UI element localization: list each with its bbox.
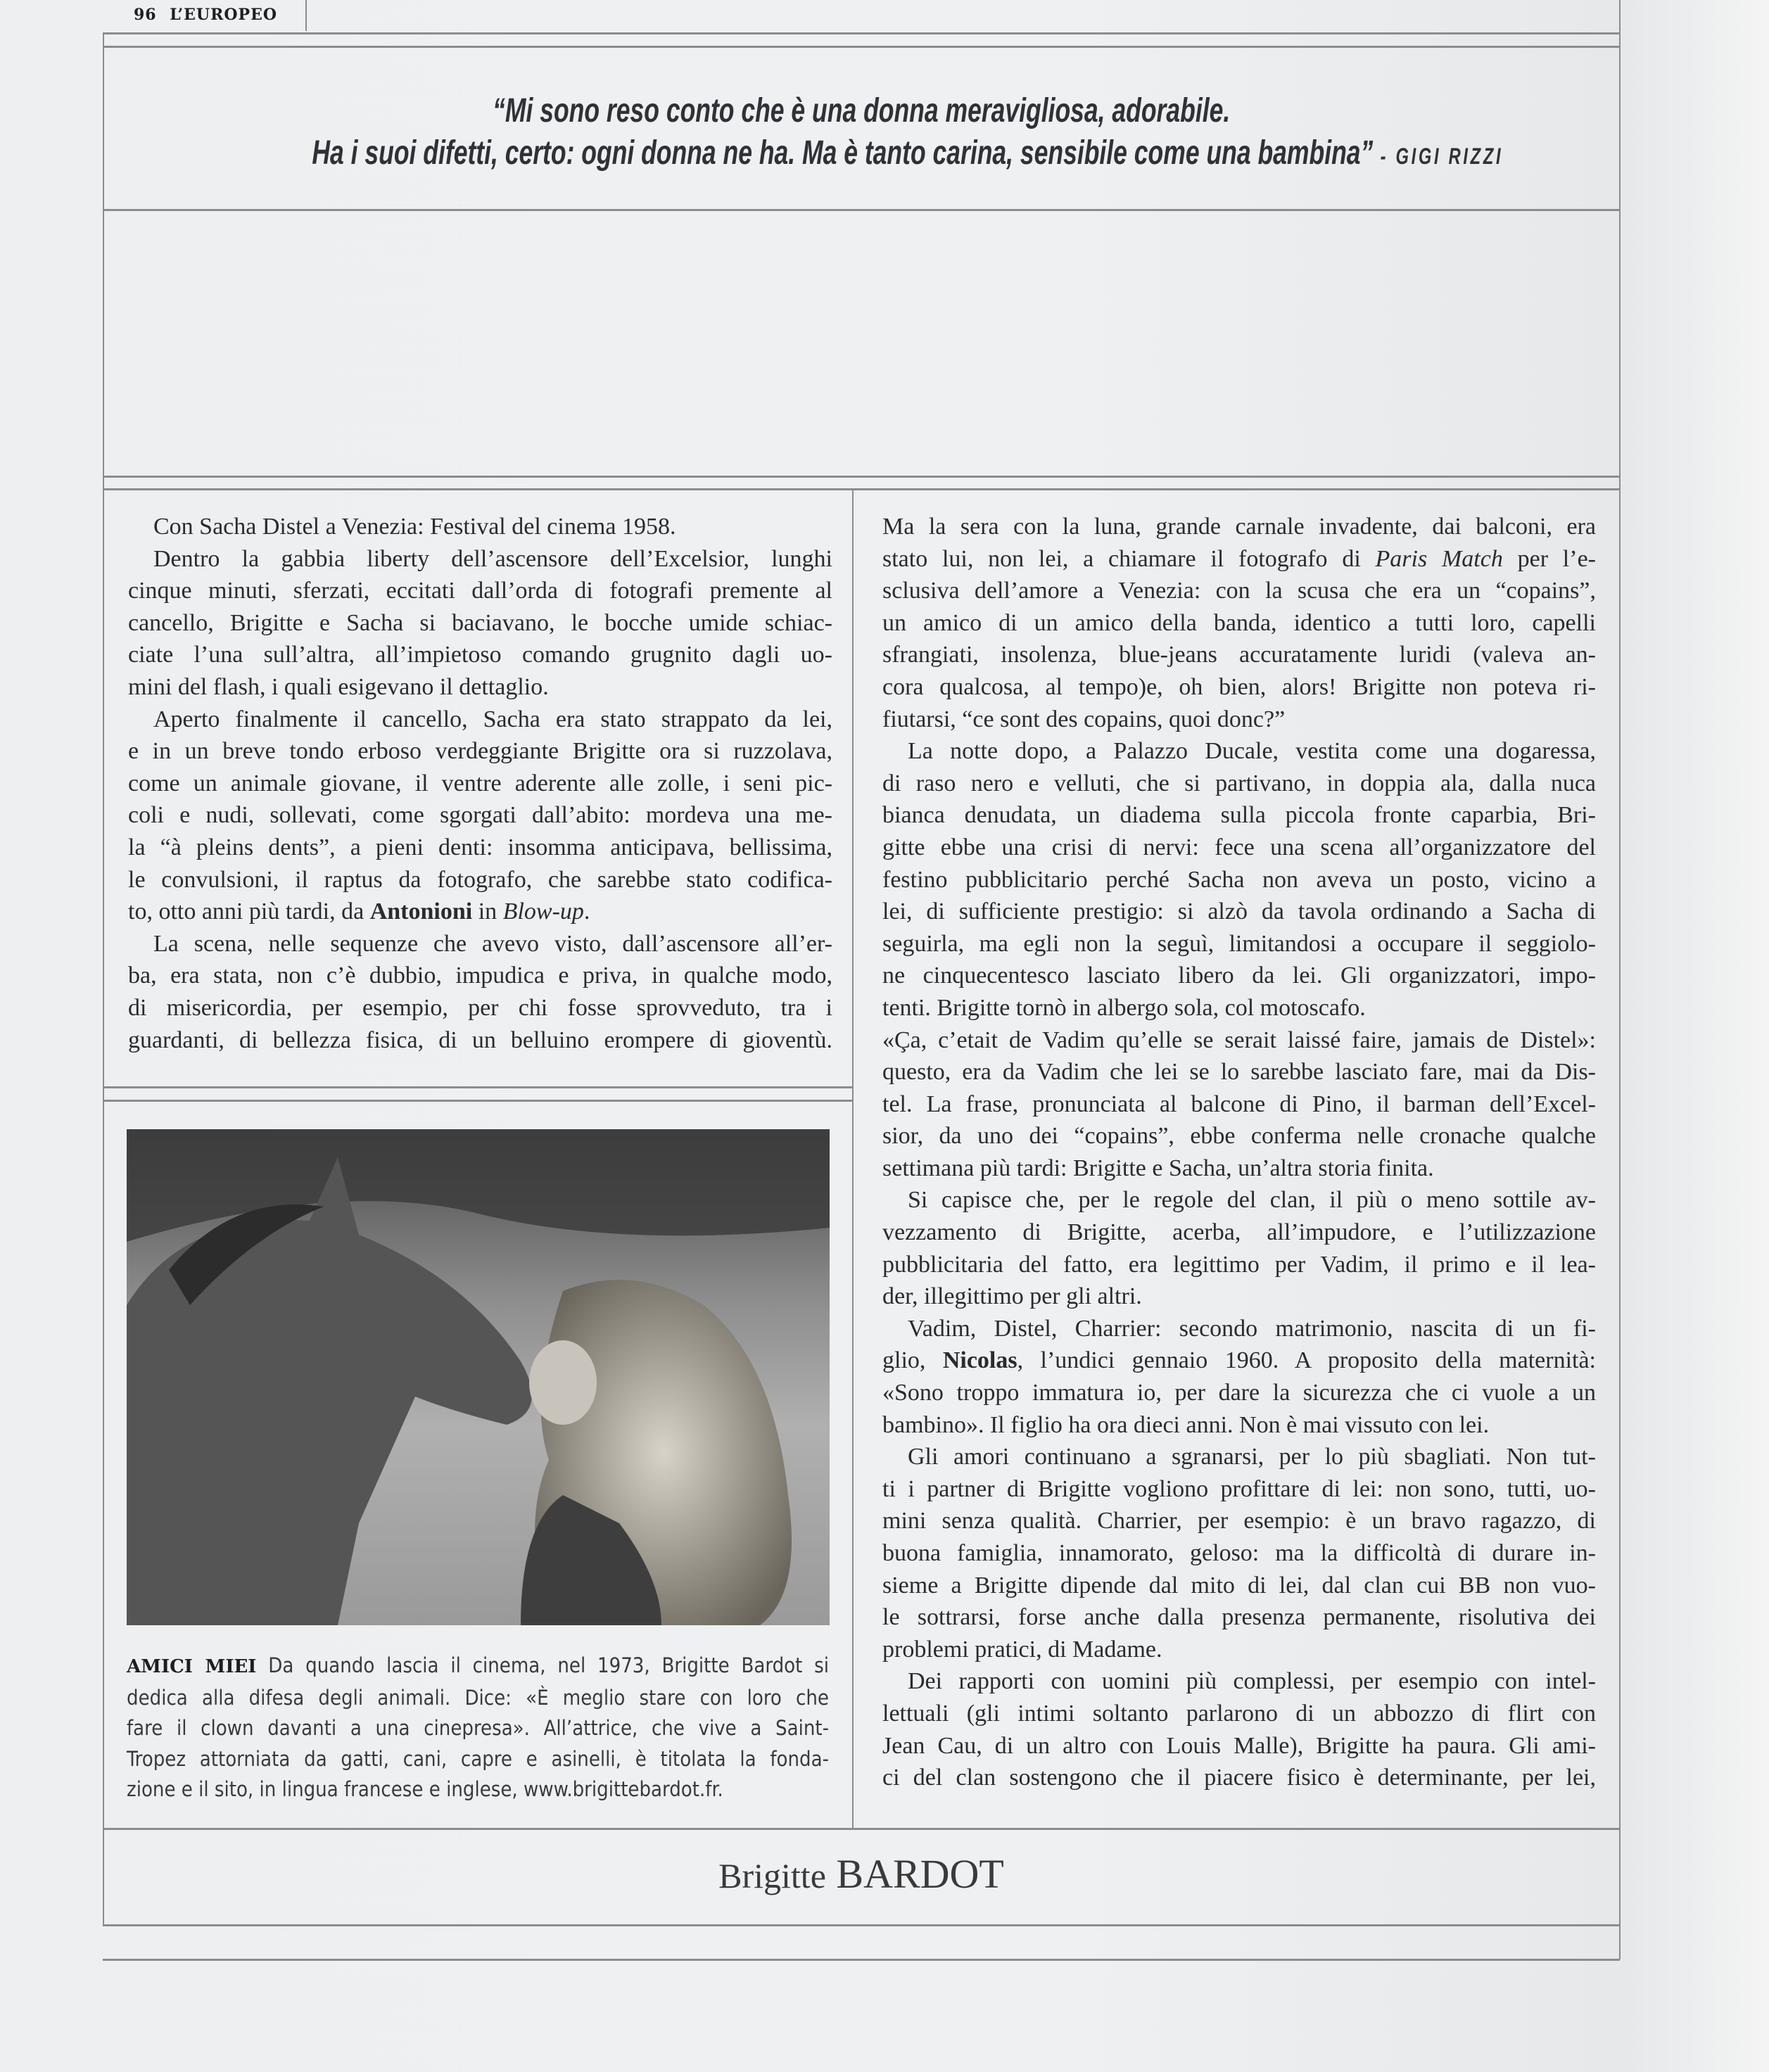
text-line: sieme a Brigitte dipende dal mito di lei, dal clan cui BB non vuo- — [882, 1572, 1596, 1599]
text-line: un amico di un amico della banda, identico a tutti loro, capelli — [882, 609, 1596, 636]
text-line: glio, Nicolas, l’undici gennaio 1960. A proposito della maternità: — [882, 1347, 1596, 1374]
frame-left — [103, 32, 104, 1925]
text-line: come un animale giovane, il ventre aderente alle zolle, i seni pic- — [128, 770, 832, 796]
frame-right — [1619, 0, 1621, 1959]
text-line: lei, di sufficiente prestigio: si alzò da tavola ordinando a Sacha di — [882, 898, 1596, 925]
text-line: Aperto finalmente il cancello, Sacha era stato strappato da lei, — [153, 706, 832, 732]
text-line: la “à pleins dents”, a pieni denti: insomma anticipava, bellissima, — [128, 834, 832, 860]
caption-line: Tropez attorniata da gatti, cani, capre e asinelli, è titolata la fonda- — [127, 1746, 829, 1771]
text-line: questo, era da Vadim che lei se lo sarebbe lasciato fare, mai da Dis- — [882, 1059, 1596, 1086]
quote-text: “Mi sono reso conto che è una donna meravigliosa, adorabile. — [492, 92, 1231, 129]
text-line: bambino». Il figlio ha ora dieci anni. Non è mai vissuto con lei. — [882, 1411, 1490, 1438]
text-line: festino pubblicitario perché Sacha non aveva un posto, vicino a — [882, 866, 1596, 893]
photo-image — [127, 1129, 830, 1625]
column-divider — [852, 489, 854, 1829]
text-line: cancello, Brigitte e Sacha si baciavano, le bocche umide schiac- — [128, 609, 832, 636]
text-line: vezzamento di Brigitte, acerba, all’impudore, e l’utilizzazione — [882, 1219, 1596, 1246]
rule — [103, 1959, 1620, 1961]
bold-name: Nicolas — [942, 1347, 1017, 1374]
photo-caption — [127, 1651, 829, 1805]
quote-author: - GIGI RIZZI — [1380, 144, 1504, 169]
rule — [103, 488, 1620, 490]
caption-line: zione e il sito, in lingua francese e inglese, www.brigittebardot.fr. — [127, 1777, 723, 1801]
rule — [103, 1924, 1620, 1926]
text-line: gitte ebbe una crisi di nervi: fece una scena all’organizzatore del — [882, 834, 1596, 860]
text-line: coli e nudi, sollevati, come sgorgati dall’abito: mordeva una me- — [128, 802, 832, 829]
paragraph — [882, 1441, 1596, 1665]
text-line: mini del flash, i quali esigevano il dettaglio. — [128, 673, 549, 700]
text-line: sclusiva dell’amore a Venezia: con la scusa che era un “copains”, — [882, 578, 1596, 604]
text-line: «Ça, c’etait de Vadim qu’elle se serait laissé faire, jamais de Distel»: — [882, 1027, 1596, 1053]
pull-quote-line-1 — [103, 91, 1620, 130]
rule — [103, 1828, 1620, 1830]
text-line: Con Sacha Distel a Venezia: Festival del cinema 1958. — [153, 514, 676, 540]
rule — [103, 1086, 852, 1088]
text-line: lettuali (gli intimi soltanto parlarono di un abbozzo di flirt con — [882, 1700, 1596, 1727]
caption-lead: AMICI MIEI — [127, 1656, 257, 1677]
text-line: La scena, nelle sequenze che avevo visto, dall’ascensore all’er- — [153, 930, 832, 957]
text-line: di misericordia, per esempio, per chi fosse sprovveduto, tra i — [128, 994, 832, 1021]
text-line: to, otto anni più tardi, da Antonioni in Blow-up. — [128, 898, 590, 925]
caption-line: AMICI MIEI Da quando lascia il cinema, nel 1973, Brigitte Bardot si — [127, 1653, 829, 1677]
text-line: Vadim, Distel, Charrier: secondo matrimonio, nascita di un fi- — [908, 1315, 1596, 1342]
caption-line: fare il clown davanti a una cinepresa». All’attrice, che vive a Saint- — [127, 1716, 829, 1740]
text-line: tenti. Brigitte tornò in albergo sola, col motoscafo. — [882, 994, 1366, 1021]
text-line: La notte dopo, a Palazzo Ducale, vestita come una dogaressa, — [908, 738, 1596, 765]
text-line: ne cinquecentesco lasciato libero da lei. Gli organizzatori, impo- — [882, 962, 1596, 989]
subject-first-name: Brigitte — [718, 1856, 826, 1895]
paragraph — [882, 1665, 1596, 1793]
page-number: 96 — [134, 6, 157, 24]
rule — [103, 476, 1620, 478]
text-line: Ma la sera con la luna, grande carnale invadente, dai balconi, era — [882, 514, 1596, 540]
text-line: sfrangiati, insolenza, blue-jeans accuratamente luridi (valeva an- — [882, 642, 1596, 668]
bold-name: Antonioni — [369, 898, 473, 925]
text-line: Dei rapporti con uomini più complessi, per esempio con intel- — [908, 1668, 1596, 1695]
text-line: ciate l’una sull’altra, all’impietoso comando grugnito dagli uo- — [128, 642, 832, 668]
article-left-column — [128, 511, 832, 1056]
text-line: Gli amori continuano a sgranarsi, per lo più sbagliati. Non tut- — [908, 1444, 1596, 1470]
text-line: problemi pratici, di Madame. — [882, 1636, 1162, 1663]
rule — [103, 209, 1620, 211]
text-line: Si capisce che, per le regole del clan, il più o meno sottile av- — [908, 1187, 1596, 1214]
quote-text: Ha i suoi difetti, certo: ogni donna ne ha. Ma è tanto carina, sensibile come una bambina” — [312, 134, 1374, 172]
text-line: mini senza qualità. Charrier, per esempio: è un bravo ragazzo, di — [882, 1508, 1596, 1534]
text-line: e in un breve tondo erboso verdeggiante Brigitte ora si ruzzolava, — [128, 738, 832, 765]
text-line: settimana più tardi: Brigitte e Sacha, un’altra storia finita. — [882, 1155, 1434, 1181]
text-line: Jean Cau, di un altro con Louis Malle), Brigitte ha paura. Gli ami- — [882, 1732, 1596, 1759]
header-divider — [305, 0, 307, 31]
text-line: ba, era stata, non c’è dubbio, impudica e priva, in qualche modo, — [128, 962, 832, 989]
paragraph — [882, 511, 1596, 735]
caption-line: dedica alla difesa degli animali. Dice: «È meglio stare con loro che — [127, 1685, 829, 1710]
text-line: seguirla, ma egli non la seguì, limitandosi a occupare il seggiolo- — [882, 930, 1596, 957]
text-line: «Sono troppo immatura io, per dare la sicurezza che ci vuole a un — [882, 1380, 1596, 1406]
text-line: cinque minuti, sferzati, eccitati dall’orda di fotografi premente al — [128, 578, 832, 604]
paragraph — [882, 1313, 1596, 1441]
page-folio — [134, 6, 277, 24]
rule — [103, 46, 1620, 48]
subject-last-name: BARDOT — [836, 1851, 1004, 1897]
paragraph — [128, 928, 832, 1056]
italic-title: Paris Match — [1375, 545, 1503, 572]
text-line: le sottrarsi, forse anche dalla presenza permanente, risolutiva dei — [882, 1604, 1596, 1631]
photo-bardot-donkey — [127, 1129, 830, 1625]
rule — [103, 1100, 852, 1102]
text-line: cora qualcosa, al tempo)e, oh bien, alors! Brigitte non poteva ri- — [882, 673, 1596, 700]
paragraph — [128, 704, 832, 928]
article-subject-title — [103, 1850, 1620, 1898]
text-line: di raso nero e velluti, che si partivano, in doppia ala, dalla nuca — [882, 770, 1596, 796]
rule — [103, 32, 1620, 34]
text-line: le convulsioni, il raptus da fotografo, che sarebbe stato codifica- — [128, 866, 832, 893]
paragraph — [128, 543, 832, 704]
paragraph — [882, 1184, 1596, 1312]
article-right-column — [882, 511, 1596, 1794]
text-line: Dentro la gabbia liberty dell’ascensore dell’Excelsior, lunghi — [153, 545, 832, 572]
text-line: bianca denudata, un diadema sulla piccola fronte caparbia, Bri- — [882, 802, 1596, 829]
text-line: tel. La frase, pronunciata al balcone di Pino, il barman dell’Excel- — [882, 1091, 1596, 1117]
paragraph — [882, 1024, 1596, 1185]
text-line: stato lui, non lei, a chiamare il fotografo di Paris Match per l’e- — [882, 545, 1596, 572]
text-line: guardanti, di bellezza fisica, di un belluino erompere di gioventù. — [128, 1027, 832, 1053]
italic-title: Blow-up — [502, 898, 584, 925]
text-line: fiutarsi, “ce sont des copains, quoi donc?” — [882, 706, 1286, 732]
text-line: sior, da uno dei “copains”, ebbe conferma nelle cronache qualche — [882, 1123, 1596, 1150]
paragraph — [128, 511, 832, 543]
pull-quote-line-2 — [103, 134, 1620, 172]
paragraph — [882, 735, 1596, 1024]
text-line: ci del clan sostengono che il piacere fisico è determinante, per lei, — [882, 1765, 1596, 1791]
magazine-name: L’EUROPEO — [170, 6, 278, 24]
text-line: buona famiglia, innamorato, geloso: ma la difficoltà di durare in- — [882, 1540, 1596, 1566]
text-line: pubblicitaria del fatto, era legittimo per Vadim, il primo e il lea- — [882, 1251, 1596, 1278]
text-line: der, illegittimo per gli altri. — [882, 1283, 1142, 1310]
text-line: ti i partner di Brigitte vogliono profittare di lei: non sono, tutti, uo- — [882, 1475, 1596, 1502]
